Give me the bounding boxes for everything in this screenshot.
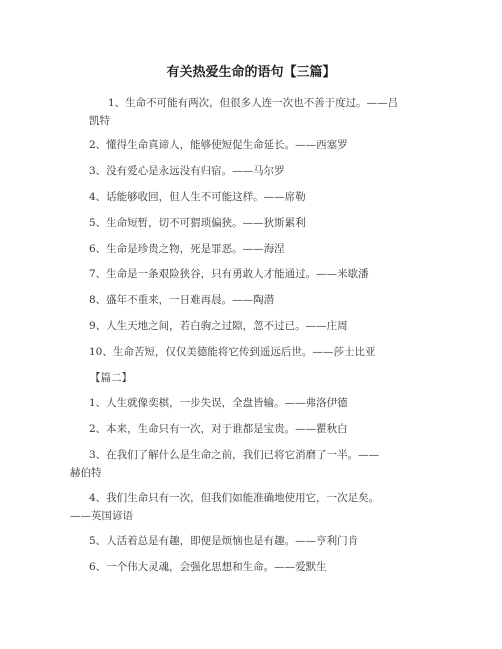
quote-line: 7、生命是一条艰险狭谷，只有勇敢人才能通过。——米歇潘 [89,268,369,280]
quote-item [89,188,444,206]
quote-item [89,291,444,309]
quote-item [89,214,444,232]
quote-line-continued: ——英国谚语 [70,510,133,522]
quote-item [89,558,444,576]
quote-line: 4、话能够收回，但人生不可能这样。——席勒 [89,191,306,203]
quote-item [89,420,444,438]
quote-line: 10、生命苦短，仅仅美德能将它传到遥远后世。——莎士比亚 [89,346,376,358]
quote-item [70,446,444,482]
quote-item [89,532,444,550]
quote-line: 9、人生天地之间，若白驹之过隙，忽不过已。——庄周 [89,320,348,332]
quote-item [89,136,444,154]
quote-line: 1、人生就像奕棋，一步失误，全盘皆输。——弗洛伊德 [89,397,348,409]
document-title: 有关热爱生命的语句【三篇】 [166,65,336,80]
quote-line: 8、盛年不重来，一日难再晨。——陶潜 [89,294,275,306]
quote-item [70,489,444,525]
quote-line: 5、生命短暂，切不可猬琐偏狭。——狄斯累利 [89,217,306,229]
quote-item [89,265,444,283]
quote-item [89,394,444,412]
quote-line: 3、在我们了解什么是生命之前，我们已将它消磨了一半。—— [89,449,380,461]
section-heading: 【篇二】 [90,372,132,384]
quote-line: 5、人活着总是有趣，即便是烦恼也是有趣。——亨利门肯 [89,535,359,547]
quote-line: 2、本来，生命只有一次，对于谁都是宝贵。——瞿秋白 [89,423,348,435]
quote-item [89,240,444,258]
quote-item [89,162,444,180]
quote-item [89,94,463,130]
quote-line: 6、一个伟大灵魂，会强化思想和生命。——爱默生 [89,561,327,573]
quote-line: 1、生命不可能有两次，但很多人连一次也不善于度过。——吕 [108,97,399,109]
quote-line-continued: 赫伯特 [70,467,102,479]
quote-item [89,317,444,335]
quote-item [89,343,444,361]
quote-line: 4、我们生命只有一次，但我们如能准确地使用它，一次足矣。 [89,492,380,504]
quote-line-continued: 凯特 [89,115,110,127]
quote-line: 6、生命是珍贵之物，死是罪恶。——海涅 [89,243,285,255]
quote-line: 3、没有爱心是永远没有归宿。——马尔罗 [89,165,285,177]
quote-line: 2、懂得生命真谛人，能够使短促生命延长。——西塞罗 [89,139,348,151]
